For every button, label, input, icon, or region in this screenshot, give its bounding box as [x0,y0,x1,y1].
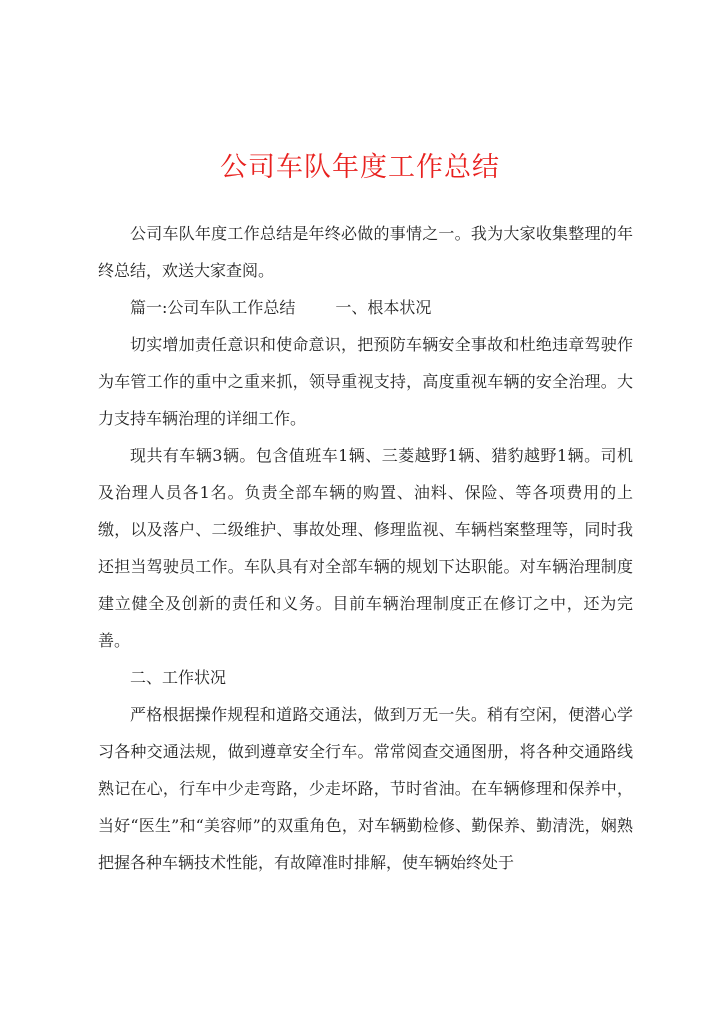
section1-heading: 一、根本状况 [335,298,432,317]
section2-heading: 二、工作状况 [130,668,227,687]
intro-paragraph: 公司车队年度工作总结是年终必做的事情之一。我为大家收集整理的年终总结，欢送大家查阅。 [98,224,633,280]
document-body [98,215,633,881]
paragraph-1: 切实增加责任意识和使命意识，把预防车辆安全事故和杜绝违章驾驶作为车管工作的重中之重来抓，领导重视支持，高度重视车辆的安全治理。大力支持车辆治理的详细工作。 [98,335,633,428]
section-prefix: 篇一:公司车队工作总结 [130,298,296,317]
section-line [98,289,633,326]
paragraph-3: 严格根据操作规程和道路交通法，做到万无一失。稍有空闲，便潜心学习各种交通法规，做到遵章安全行车。常常阅查交通图册，将各种交通路线熟记在心，行车中少走弯路，少走坏路，节时省油。在车辆修理和保养中，当好“医生”和“美容师”的双重角色，对车辆勤检修、勤保养、勤清洗，娴熟把握各种车辆技术性能，有故障准时排解，使车辆始终处于 [98,705,633,872]
document-title: 公司车队年度工作总结 [220,152,500,183]
paragraph-2: 现共有车辆3辆。包含值班车1辆、三菱越野1辆、猎豹越野1辆。司机及治理人员各1名。负责全部车辆的购置、油料、保险、等各项费用的上缴，以及落户、二级维护、事故处理、修理监视、车辆档案整理等，同时我还担当驾驶员工作。车队具有对全部车辆的规划下达职能。对车辆治理制度建立健全及创新的责任和义务。目前车辆治理制度正在修订之中，还为完善。 [98,446,633,650]
